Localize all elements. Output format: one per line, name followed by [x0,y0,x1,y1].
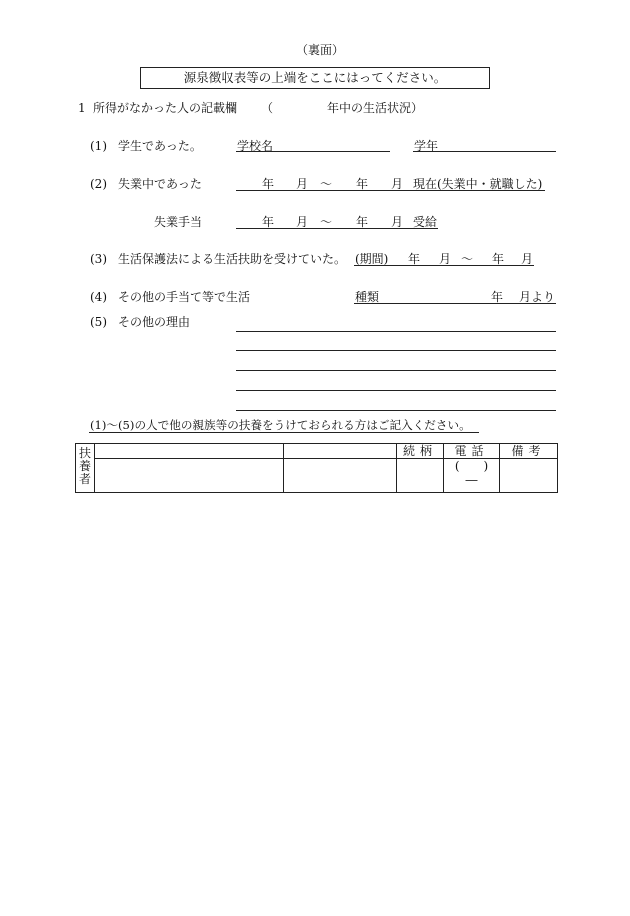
item2-tilde: 〜 [320,177,333,191]
item3-label: 生活保護法による生活扶助を受けていた。 [118,252,347,266]
phone-dash: ― [465,473,478,487]
grade-line[interactable] [413,151,556,152]
remarks-input-cell[interactable] [500,459,558,493]
side-char-2: 養 [78,459,91,473]
allowance-received: 受給 [413,215,438,229]
item2-year2: 年 [356,177,369,191]
relation-input-cell[interactable] [397,459,444,493]
item3-month2: 月 [521,252,534,266]
allowance-month2: 月 [391,215,404,229]
item3-year1: 年 [408,252,421,266]
phone-area-code: ( ) [454,459,489,473]
back-side-label: （裏面） [296,43,345,57]
item3-month1: 月 [439,252,452,266]
allowance-label: 失業手当 [154,215,203,229]
side-char-1: 扶 [78,446,91,460]
item1-label: 学生であった。 [118,139,202,153]
item5-number: (5) [90,315,107,329]
name-input-cell[interactable] [284,459,397,493]
item3-period: (期間) [355,252,389,266]
item4-number: (4) [90,290,107,304]
item2-month2: 月 [391,177,404,191]
other-reason-line-1[interactable] [236,331,556,332]
item3-year2: 年 [492,252,505,266]
item2-status: 現在(失業中・就職した) [413,177,543,191]
dependent-side-label [76,444,95,493]
grade-label: 学年 [414,139,439,153]
remarks-header: 備考 [500,444,558,459]
item2-number: (2) [90,177,107,191]
address-header-cell [95,444,284,459]
allowance-tilde: 〜 [320,215,333,229]
item2-line[interactable] [236,190,545,191]
address-input-cell[interactable] [95,459,284,493]
side-char-3: 者 [78,472,91,486]
other-reason-line-2[interactable] [236,350,556,351]
item4-month-from: 月より [519,290,556,304]
item3-tilde: 〜 [461,252,474,266]
allowance-line[interactable] [236,228,438,229]
dependent-note-underline [89,432,479,433]
section-title: 所得がなかった人の記載欄 [93,101,238,115]
item2-year1: 年 [262,177,275,191]
attach-instruction-box: 源泉徴収表等の上端をここにはってください。 [140,67,490,89]
allowance-year2: 年 [356,215,369,229]
other-reason-line-4[interactable] [236,390,556,391]
allowance-month1: 月 [296,215,309,229]
item2-month1: 月 [296,177,309,191]
school-name-label: 学校名 [237,139,274,153]
item3-number: (3) [90,252,107,266]
item4-year: 年 [491,290,504,304]
item1-number: (1) [90,139,107,153]
item4-line[interactable] [354,303,556,304]
allowance-year1: 年 [262,215,275,229]
other-reason-line-5[interactable] [236,410,556,411]
name-header-cell [284,444,397,459]
other-reason-line-3[interactable] [236,370,556,371]
allowance-kind-label: 種類 [355,290,380,304]
item4-label: その他の手当て等で生活 [118,290,251,304]
dependent-note: (1)〜(5)の人で他の親族等の扶養をうけておられる方はご記入ください。 [90,418,471,432]
dependent-table [75,443,558,493]
item2-label: 失業中であった [118,177,202,191]
section-number: 1 [78,101,86,115]
item3-line[interactable] [354,265,534,266]
phone-header: 電話 [444,444,500,459]
item5-label: その他の理由 [118,315,191,329]
school-name-line[interactable] [236,151,390,152]
relation-header: 続柄 [397,444,444,459]
phone-input-cell[interactable] [444,459,500,493]
year-open-paren: （ [261,101,274,115]
year-living-status: 年中の生活状況） [327,101,424,115]
